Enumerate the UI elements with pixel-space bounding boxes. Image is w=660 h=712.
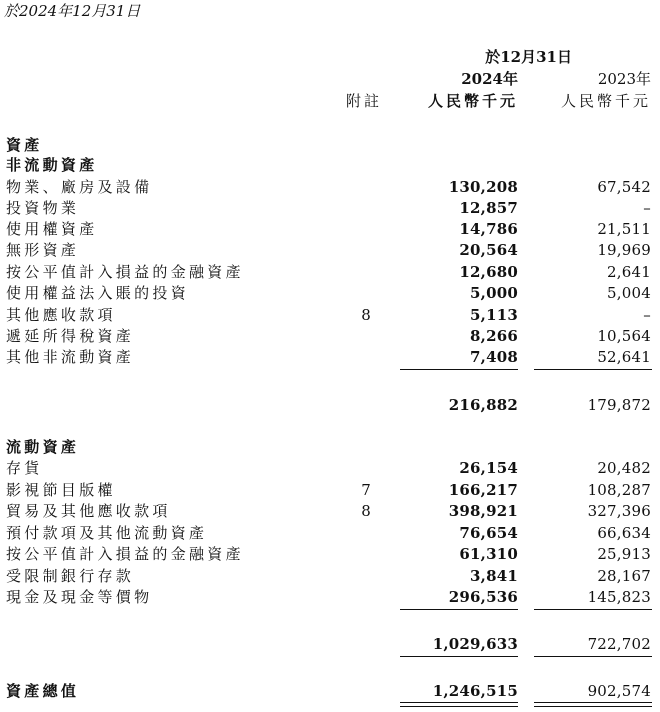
row-value-2023: 10,564 [597,327,651,345]
row-value-2024: 7,408 [470,348,518,366]
row-value-2023: 108,287 [587,481,651,499]
row-label: 物業、廠房及設備 [6,178,153,196]
row-value-2023: 19,969 [597,241,651,259]
row-label: 無形資產 [6,241,80,259]
row-value-2023: 52,641 [597,348,651,366]
row-value-2023: 25,913 [597,545,651,563]
header-note: 附註 [346,92,383,110]
row-value-2023: 66,634 [597,524,651,542]
row-value-2024: 20,564 [459,241,518,259]
rule-2023 [534,656,652,657]
row-note: 7 [361,481,371,499]
row-value-2023: 67,542 [597,178,651,196]
double-rule-2023-bottom [534,706,652,707]
row-value-2023: 145,823 [587,588,651,606]
double-rule-2024-bottom [400,706,518,707]
rule-2024 [400,369,518,370]
non-current-assets-title: 非流動資產 [6,156,98,174]
current-total-2023: 722,702 [587,635,651,653]
row-value-2024: 61,310 [459,545,518,563]
double-rule-2023-top [534,702,652,703]
row-value-2024: 130,208 [448,178,518,196]
row-value-2023: – [643,306,651,324]
row-value-2024: 166,217 [448,481,518,499]
row-note: 8 [361,502,371,520]
header-unit-2024: 人民幣千元 [427,92,518,110]
document-subtitle: 於2024年12月31日 [4,2,141,20]
row-value-2023: 20,482 [597,459,651,477]
row-value-2023: 21,511 [597,220,651,238]
row-value-2024: 8,266 [470,327,518,345]
row-label: 使用權益法入賬的投資 [6,284,190,302]
rule-2024 [400,656,518,657]
row-label: 遞延所得稅資產 [6,327,135,345]
row-value-2024: 14,786 [459,220,518,238]
row-value-2024: 398,921 [448,502,518,520]
total-assets-2023: 902,574 [587,682,651,700]
double-rule-2024-top [400,702,518,703]
rule-2023 [534,369,652,370]
row-value-2023: 2,641 [607,263,651,281]
rule-2023 [534,609,652,610]
row-label: 其他應收款項 [6,306,116,324]
row-value-2024: 3,841 [470,567,518,585]
row-value-2023: 28,167 [597,567,651,585]
row-label: 影視節目版權 [6,481,116,499]
row-label: 其他非流動資產 [6,348,135,366]
row-label: 預付款項及其他流動資產 [6,524,208,542]
row-label: 投資物業 [6,199,80,217]
row-value-2024: 296,536 [448,588,518,606]
total-assets-2024: 1,246,515 [432,682,518,700]
non-current-total-2023: 179,872 [587,396,651,414]
row-value-2024: 12,857 [459,199,518,217]
row-value-2024: 76,654 [459,524,518,542]
row-label: 受限制銀行存款 [6,567,135,585]
total-assets-label: 資產總值 [6,682,80,700]
row-value-2023: 5,004 [607,284,651,302]
non-current-total-2024: 216,882 [448,396,518,414]
section-assets-title: 資產 [6,136,43,154]
current-assets-title: 流動資產 [6,438,80,456]
header-unit-2023: 人民幣千元 [560,92,651,110]
row-value-2024: 5,113 [470,306,518,324]
row-value-2024: 12,680 [459,263,518,281]
row-label: 存貨 [6,459,43,477]
row-value-2024: 26,154 [459,459,518,477]
row-value-2024: 5,000 [470,284,518,302]
row-note: 8 [361,306,371,324]
header-as-at: 於12月31日 [485,48,572,66]
row-label: 按公平值計入損益的金融資產 [6,545,244,563]
current-total-2024: 1,029,633 [432,635,518,653]
header-year-2024: 2024年 [461,70,518,88]
row-label: 貿易及其他應收款項 [6,502,171,520]
rule-2024 [400,609,518,610]
row-label: 現金及現金等價物 [6,588,153,606]
row-value-2023: 327,396 [587,502,651,520]
header-year-2023: 2023年 [597,70,651,88]
row-value-2023: – [643,199,651,217]
row-label: 使用權資產 [6,220,98,238]
row-label: 按公平值計入損益的金融資產 [6,263,244,281]
